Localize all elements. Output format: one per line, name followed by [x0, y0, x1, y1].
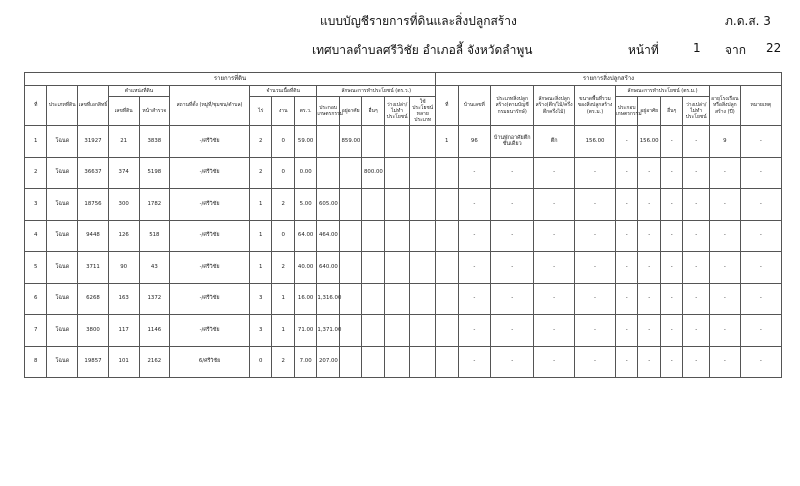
location-cell: 6/ศรีวิชัย — [170, 346, 250, 378]
b-usage-agri-cell: - — [615, 315, 637, 347]
table-row — [25, 315, 782, 347]
row-no-cell: 6 — [25, 283, 47, 315]
col-other-header: อื่นๆ — [362, 97, 384, 126]
deed-no-cell: 31927 — [78, 126, 109, 158]
b-usage-agri-cell: - — [615, 126, 637, 158]
survey-page-cell: 1782 — [139, 189, 170, 221]
b-col-agri-header: ประกอบเกษตรกรรม — [615, 97, 637, 126]
b-usage-vacant-cell: - — [683, 283, 710, 315]
usage-agri-cell: 464.00 — [317, 220, 339, 252]
b-usage-resid-cell: - — [638, 346, 660, 378]
building-area-cell: - — [575, 220, 616, 252]
table-row — [25, 283, 782, 315]
area-wa-cell: 16.00 — [294, 283, 316, 315]
land-no-cell: 101 — [108, 346, 139, 378]
note-cell: - — [740, 315, 781, 347]
deed-no-cell: 36637 — [78, 157, 109, 189]
b-col-vacant-header: ว่างเปล่า/ไม่ทำประโยชน์ — [683, 97, 710, 126]
b-usage-other-cell: - — [660, 220, 682, 252]
col-no-header: ที่ — [25, 86, 47, 126]
document-title: แบบบัญชีรายการที่ดินและสิ่งปลูกสร้าง — [320, 14, 517, 28]
note-cell: - — [740, 283, 781, 315]
row-no-cell: 1 — [25, 126, 47, 158]
b-col-usage-header: ลักษณะการทำประโยชน์ (ตร.ม.) — [615, 86, 709, 97]
building-age-cell: - — [710, 189, 741, 221]
land-type-cell: โฉนด — [47, 220, 78, 252]
usage-agri-cell: 207.00 — [317, 346, 339, 378]
col-land-type-header: ประเภทที่ดิน — [47, 86, 78, 126]
building-style-cell: - — [534, 315, 575, 347]
b-usage-resid-cell: - — [638, 157, 660, 189]
form-code: ภ.ด.ส. 3 — [725, 14, 771, 28]
survey-page-cell: 5198 — [139, 157, 170, 189]
deed-no-cell: 18756 — [78, 189, 109, 221]
usage-other-cell — [362, 220, 384, 252]
row-no-cell: 5 — [25, 252, 47, 284]
house-no-cell: - — [458, 283, 491, 315]
survey-page-cell: 518 — [139, 220, 170, 252]
location-cell: -/ศรีวิชัย — [170, 220, 250, 252]
usage-vacant-cell — [384, 220, 410, 252]
building-type-cell: - — [491, 315, 534, 347]
b-usage-vacant-cell: - — [683, 315, 710, 347]
b-usage-other-cell: - — [660, 283, 682, 315]
building-no-cell — [436, 220, 458, 252]
usage-other-cell — [362, 283, 384, 315]
row-no-cell: 4 — [25, 220, 47, 252]
deed-no-cell: 9448 — [78, 220, 109, 252]
usage-other-cell — [362, 126, 384, 158]
b-usage-vacant-cell: - — [683, 252, 710, 284]
b-col-resid-header: อยู่อาศัย — [638, 97, 660, 126]
land-group-header: รายการที่ดิน — [25, 73, 436, 86]
b-usage-vacant-cell: - — [683, 126, 710, 158]
usage-agri-cell: 1,316.00 — [317, 283, 339, 315]
area-wa-cell: 40.00 — [294, 252, 316, 284]
usage-other-cell — [362, 346, 384, 378]
building-area-cell: - — [575, 346, 616, 378]
building-area-cell: - — [575, 283, 616, 315]
area-rai-cell: 3 — [249, 315, 271, 347]
area-rai-cell: 2 — [249, 126, 271, 158]
location-cell: -/ศรีวิชัย — [170, 126, 250, 158]
house-no-cell: - — [458, 315, 491, 347]
table-row — [25, 346, 782, 378]
b-usage-other-cell: - — [660, 157, 682, 189]
b-usage-agri-cell: - — [615, 189, 637, 221]
deed-no-cell: 3711 — [78, 252, 109, 284]
usage-agri-cell: 1,371.00 — [317, 315, 339, 347]
survey-page-cell: 1146 — [139, 315, 170, 347]
b-usage-resid-cell: 156.00 — [638, 126, 660, 158]
usage-other-cell — [362, 252, 384, 284]
table-row — [25, 220, 782, 252]
building-type-cell: - — [491, 220, 534, 252]
area-rai-cell: 2 — [249, 157, 271, 189]
house-no-cell: - — [458, 220, 491, 252]
area-wa-cell: 64.00 — [294, 220, 316, 252]
building-age-cell: - — [710, 283, 741, 315]
deed-no-cell: 3800 — [78, 315, 109, 347]
building-no-cell — [436, 315, 458, 347]
note-cell: - — [740, 126, 781, 158]
municipality-title: เทศบาลตำบลศรีวิชัย อำเภอลี้ จังหวัดลำพูน — [312, 43, 533, 57]
col-vacant-header: ว่างเปล่า/ไม่ทำประโยชน์ — [384, 97, 410, 126]
land-no-cell: 163 — [108, 283, 139, 315]
survey-page-cell: 1372 — [139, 283, 170, 315]
area-rai-cell: 0 — [249, 346, 271, 378]
usage-resid-cell: 859.00 — [339, 126, 361, 158]
property-register-table — [24, 72, 782, 378]
house-no-cell: - — [458, 252, 491, 284]
usage-vacant-cell — [384, 157, 410, 189]
b-col-style-header: ลักษณะสิ่งปลูกสร้าง(ตึก/ไม้/ครึ่งตึกครึ่งไม้) — [534, 86, 575, 126]
usage-mixed-cell — [410, 220, 436, 252]
house-no-cell: 96 — [458, 126, 491, 158]
location-cell: -/ศรีวิชัย — [170, 157, 250, 189]
building-style-cell: - — [534, 346, 575, 378]
area-wa-cell: 7.00 — [294, 346, 316, 378]
usage-resid-cell — [339, 346, 361, 378]
building-style-cell: - — [534, 283, 575, 315]
building-age-cell: - — [710, 315, 741, 347]
land-type-cell: โฉนด — [47, 315, 78, 347]
b-col-house-no-header: บ้านเลขที่ — [458, 86, 491, 126]
b-usage-agri-cell: - — [615, 283, 637, 315]
usage-mixed-cell — [410, 126, 436, 158]
land-type-cell: โฉนด — [47, 252, 78, 284]
usage-mixed-cell — [410, 315, 436, 347]
usage-mixed-cell — [410, 252, 436, 284]
usage-vacant-cell — [384, 189, 410, 221]
land-type-cell: โฉนด — [47, 157, 78, 189]
col-location-header: สถานที่ตั้ง (หมู่ที่/ชุมชน/ตำบล) — [170, 86, 250, 126]
col-wa-header: ตร.ว. — [294, 97, 316, 126]
building-type-cell: - — [491, 157, 534, 189]
b-col-area-header: ขนาดพื้นที่รวมของสิ่งปลูกสร้าง (ตร.ม.) — [575, 86, 616, 126]
usage-other-cell: 800.00 — [362, 157, 384, 189]
note-cell: - — [740, 189, 781, 221]
area-ngan-cell: 2 — [272, 252, 294, 284]
usage-vacant-cell — [384, 252, 410, 284]
usage-resid-cell — [339, 283, 361, 315]
building-style-cell: ตึก — [534, 126, 575, 158]
table-row — [25, 189, 782, 221]
note-cell: - — [740, 252, 781, 284]
building-area-cell: - — [575, 252, 616, 284]
usage-vacant-cell — [384, 283, 410, 315]
building-no-cell — [436, 346, 458, 378]
house-no-cell: - — [458, 157, 491, 189]
location-cell: -/ศรีวิชัย — [170, 283, 250, 315]
usage-resid-cell — [339, 220, 361, 252]
house-no-cell: - — [458, 346, 491, 378]
area-ngan-cell: 1 — [272, 315, 294, 347]
land-no-cell: 21 — [108, 126, 139, 158]
col-usage-header: ลักษณะการทำประโยชน์ (ตร.ว.) — [317, 86, 436, 97]
of-label: จาก — [725, 43, 747, 57]
page-number: 1 — [693, 41, 701, 55]
location-cell: -/ศรีวิชัย — [170, 189, 250, 221]
land-type-cell: โฉนด — [47, 346, 78, 378]
usage-mixed-cell — [410, 283, 436, 315]
area-ngan-cell: 0 — [272, 157, 294, 189]
usage-vacant-cell — [384, 315, 410, 347]
b-usage-vacant-cell: - — [683, 189, 710, 221]
building-area-cell: 156.00 — [575, 126, 616, 158]
b-usage-vacant-cell: - — [683, 346, 710, 378]
col-deed-no-header: เลขที่เอกสิทธิ์ — [78, 86, 109, 126]
b-col-type-header: ประเภทสิ่งปลูกสร้าง(ตามบัญชีกรมธนารักษ์) — [491, 86, 534, 126]
b-usage-other-cell: - — [660, 346, 682, 378]
building-style-cell: - — [534, 157, 575, 189]
building-style-cell: - — [534, 189, 575, 221]
usage-vacant-cell — [384, 126, 410, 158]
location-cell: -/ศรีวิชัย — [170, 252, 250, 284]
usage-mixed-cell — [410, 189, 436, 221]
b-usage-other-cell: - — [660, 126, 682, 158]
page-label: หน้าที่ — [628, 43, 659, 57]
land-no-cell: 300 — [108, 189, 139, 221]
note-cell: - — [740, 220, 781, 252]
area-rai-cell: 1 — [249, 220, 271, 252]
location-cell: -/ศรีวิชัย — [170, 315, 250, 347]
building-area-cell: - — [575, 189, 616, 221]
table-row — [25, 126, 782, 158]
building-age-cell: - — [710, 346, 741, 378]
note-cell: - — [740, 346, 781, 378]
building-type-cell: - — [491, 189, 534, 221]
building-age-cell: - — [710, 252, 741, 284]
building-no-cell — [436, 157, 458, 189]
col-agri-header: ประกอบเกษตรกรรม — [317, 97, 339, 126]
building-type-cell: - — [491, 283, 534, 315]
survey-page-cell: 3838 — [139, 126, 170, 158]
b-usage-other-cell: - — [660, 252, 682, 284]
usage-resid-cell — [339, 157, 361, 189]
building-type-cell: - — [491, 252, 534, 284]
usage-resid-cell — [339, 189, 361, 221]
total-pages: 22 — [766, 41, 782, 55]
row-no-cell: 8 — [25, 346, 47, 378]
area-wa-cell: 59.00 — [294, 126, 316, 158]
land-no-cell: 117 — [108, 315, 139, 347]
b-usage-resid-cell: - — [638, 252, 660, 284]
col-ngan-header: งาน — [272, 97, 294, 126]
building-type-cell: - — [491, 346, 534, 378]
usage-mixed-cell — [410, 157, 436, 189]
b-usage-other-cell: - — [660, 189, 682, 221]
b-usage-agri-cell: - — [615, 157, 637, 189]
area-wa-cell: 0.00 — [294, 157, 316, 189]
area-rai-cell: 3 — [249, 283, 271, 315]
b-usage-agri-cell: - — [615, 346, 637, 378]
land-no-cell: 90 — [108, 252, 139, 284]
land-type-cell: โฉนด — [47, 283, 78, 315]
area-ngan-cell: 0 — [272, 126, 294, 158]
b-usage-vacant-cell: - — [683, 157, 710, 189]
area-wa-cell: 71.00 — [294, 315, 316, 347]
b-col-note-header: หมายเหตุ — [740, 86, 781, 126]
area-ngan-cell: 2 — [272, 189, 294, 221]
land-no-cell: 126 — [108, 220, 139, 252]
deed-no-cell: 19857 — [78, 346, 109, 378]
area-rai-cell: 1 — [249, 252, 271, 284]
building-no-cell — [436, 189, 458, 221]
table-row — [25, 157, 782, 189]
col-land-no-header: เลขที่ดิน — [108, 97, 139, 126]
building-area-cell: - — [575, 315, 616, 347]
col-area-header: จำนวนเนื้อที่ดิน — [249, 86, 316, 97]
usage-agri-cell: 640.00 — [317, 252, 339, 284]
survey-page-cell: 43 — [139, 252, 170, 284]
building-style-cell: - — [534, 252, 575, 284]
col-mixed-header: ใช้ประโยชน์หลายประเภท — [410, 97, 436, 126]
building-no-cell — [436, 283, 458, 315]
building-age-cell: - — [710, 157, 741, 189]
building-style-cell: - — [534, 220, 575, 252]
area-ngan-cell: 0 — [272, 220, 294, 252]
b-col-other-header: อื่นๆ — [660, 97, 682, 126]
usage-other-cell — [362, 315, 384, 347]
b-col-age-header: อายุโรงเรือนหรือสิ่งปลูกสร้าง (ปี) — [710, 86, 741, 126]
area-wa-cell: 5.00 — [294, 189, 316, 221]
col-rai-header: ไร่ — [249, 97, 271, 126]
usage-agri-cell — [317, 126, 339, 158]
area-ngan-cell: 1 — [272, 283, 294, 315]
usage-agri-cell: 605.00 — [317, 189, 339, 221]
house-no-cell: - — [458, 189, 491, 221]
usage-resid-cell — [339, 315, 361, 347]
building-area-cell: - — [575, 157, 616, 189]
building-no-cell — [436, 252, 458, 284]
col-resid-header: อยู่อาศัย — [339, 97, 361, 126]
col-survey-page-header: หน้าสำรวจ — [139, 97, 170, 126]
usage-agri-cell — [317, 157, 339, 189]
area-rai-cell: 1 — [249, 189, 271, 221]
usage-mixed-cell — [410, 346, 436, 378]
building-type-cell: บ้านพักอาศัยตึกชั้นเดียว — [491, 126, 534, 158]
land-type-cell: โฉนด — [47, 189, 78, 221]
row-no-cell: 7 — [25, 315, 47, 347]
survey-page-cell: 2162 — [139, 346, 170, 378]
b-usage-agri-cell: - — [615, 252, 637, 284]
building-group-header: รายการสิ่งปลูกสร้าง — [436, 73, 782, 86]
b-usage-resid-cell: - — [638, 189, 660, 221]
usage-other-cell — [362, 189, 384, 221]
note-cell: - — [740, 157, 781, 189]
table-row — [25, 252, 782, 284]
row-no-cell: 3 — [25, 189, 47, 221]
b-usage-vacant-cell: - — [683, 220, 710, 252]
b-usage-other-cell: - — [660, 315, 682, 347]
building-age-cell: 9 — [710, 126, 741, 158]
b-usage-resid-cell: - — [638, 220, 660, 252]
row-no-cell: 2 — [25, 157, 47, 189]
building-no-cell: 1 — [436, 126, 458, 158]
b-usage-agri-cell: - — [615, 220, 637, 252]
land-type-cell: โฉนด — [47, 126, 78, 158]
b-col-no-header: ที่ — [436, 86, 458, 126]
building-age-cell: - — [710, 220, 741, 252]
area-ngan-cell: 2 — [272, 346, 294, 378]
deed-no-cell: 6268 — [78, 283, 109, 315]
b-usage-resid-cell: - — [638, 283, 660, 315]
b-usage-resid-cell: - — [638, 315, 660, 347]
land-no-cell: 374 — [108, 157, 139, 189]
usage-vacant-cell — [384, 346, 410, 378]
col-land-position-header: ตำแหน่งที่ดิน — [108, 86, 169, 97]
usage-resid-cell — [339, 252, 361, 284]
